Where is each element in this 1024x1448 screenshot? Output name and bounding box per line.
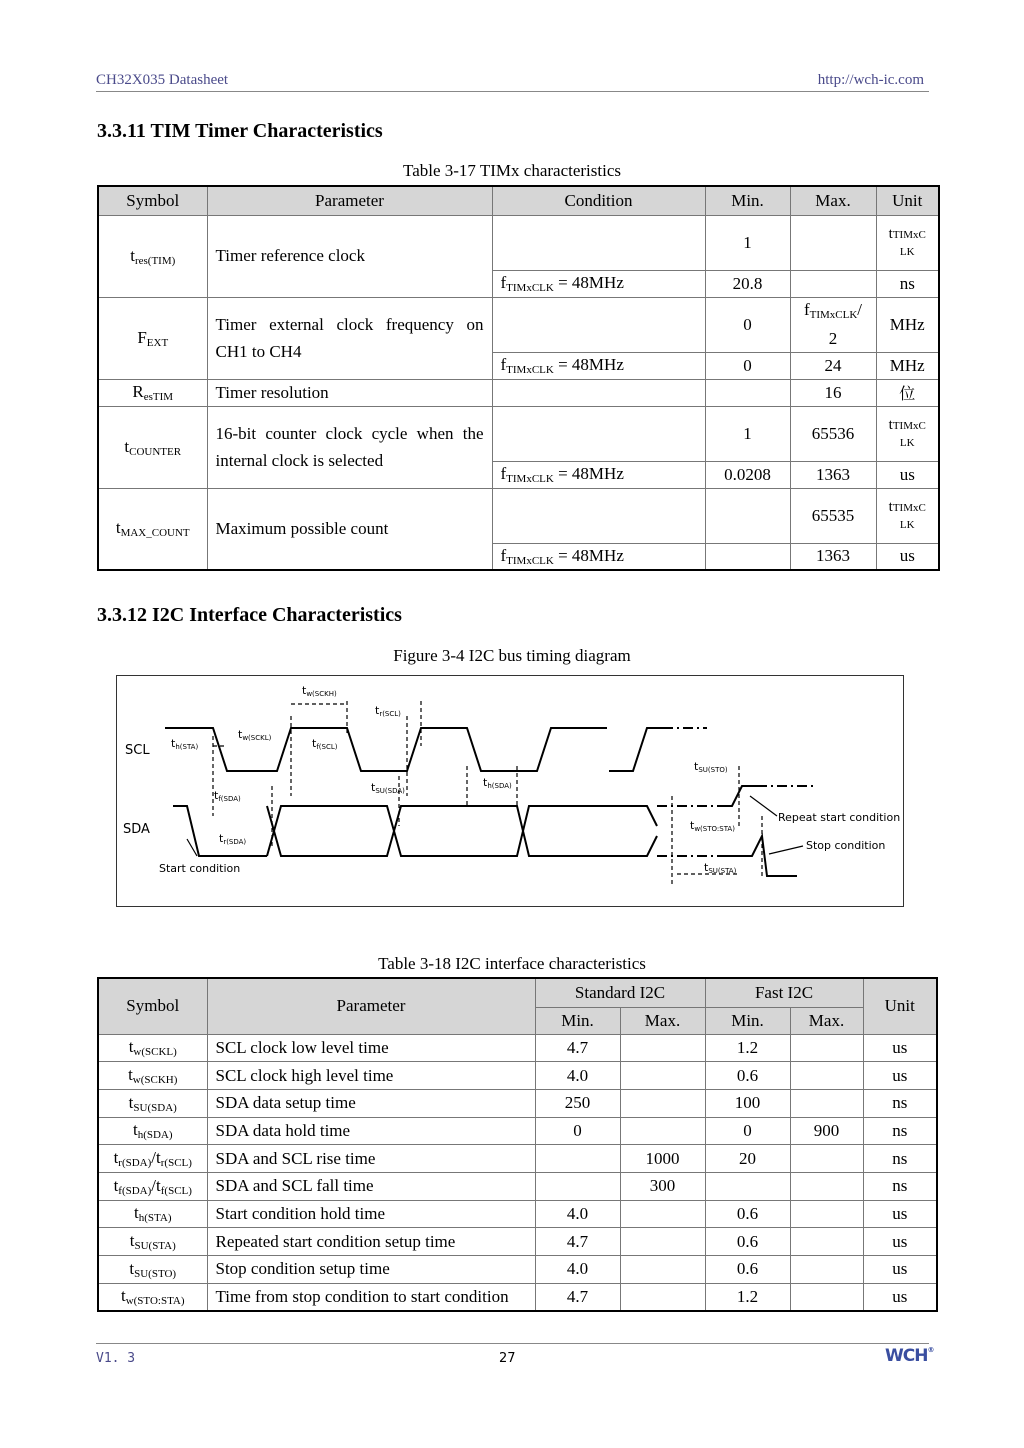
table-header-row xyxy=(98,186,939,215)
symbol-cell: $t_{w(STO:STA)}$ xyxy=(98,1283,207,1311)
start-condition-label: Start condition xyxy=(159,862,241,875)
fast-max-cell: 900 xyxy=(790,1117,863,1145)
col-header: Symbol xyxy=(98,978,207,1034)
table-row xyxy=(98,215,939,270)
tsu-sto-label: tSU(STO) xyxy=(694,760,728,774)
figure-caption: Figure 3-4 I2C bus timing diagram xyxy=(393,646,631,665)
std-max-cell xyxy=(620,1200,705,1228)
table-row xyxy=(98,1228,937,1256)
unit-cell: ns xyxy=(863,1117,937,1145)
symbol-cell: $t_{COUNTER}$ xyxy=(98,406,207,488)
table-row xyxy=(98,1200,937,1228)
std-min-cell: 4.0 xyxy=(535,1062,620,1090)
unit-cell: us xyxy=(863,1062,937,1090)
tw-sckh-label: tw(SCKH) xyxy=(302,684,337,698)
wch-logo: WCH® xyxy=(885,1346,934,1366)
unit-cell: ns xyxy=(876,270,939,297)
unit-cell: us xyxy=(863,1256,937,1284)
unit-cell: ns xyxy=(863,1089,937,1117)
fast-max-cell xyxy=(790,1145,863,1173)
col-header: Min. xyxy=(705,186,790,215)
max-cell: 24 xyxy=(790,352,876,379)
i2c-characteristics-table xyxy=(97,977,938,1312)
parameter-cell: Timer reference clock xyxy=(207,215,492,297)
fast-max-cell xyxy=(790,1062,863,1090)
unit-cell: us xyxy=(863,1228,937,1256)
parameter-cell: SCL clock high level time xyxy=(207,1062,535,1090)
table-row xyxy=(98,406,939,461)
min-cell: 0.0208 xyxy=(705,461,790,488)
parameter-cell: Maximum possible count xyxy=(207,488,492,570)
symbol-cell: $t_{r(SDA)}/t_{r(SCL)}$ xyxy=(98,1145,207,1173)
tf-scl-label: tf(SCL) xyxy=(312,737,338,751)
max-cell xyxy=(790,215,876,270)
col-header: Condition xyxy=(492,186,705,215)
tf-sda-label: tf(SDA) xyxy=(214,789,241,803)
unit-cell: tTIMxC LK xyxy=(876,215,939,270)
col-header: Parameter xyxy=(207,186,492,215)
min-cell: 1 xyxy=(705,215,790,270)
fast-max-cell xyxy=(790,1200,863,1228)
fast-min-cell xyxy=(705,1172,790,1200)
i2c-timing-diagram xyxy=(116,675,904,907)
table-row xyxy=(98,1089,937,1117)
unit-cell: us xyxy=(863,1034,937,1062)
std-min-cell: 4.7 xyxy=(535,1228,620,1256)
table-row xyxy=(98,488,939,543)
col-header: Unit xyxy=(863,978,937,1034)
col-header: Max. xyxy=(790,1007,863,1034)
symbol-cell: $t_{SU(STA)}$ xyxy=(98,1228,207,1256)
parameter-cell: Time from stop condition to start condition xyxy=(207,1283,535,1311)
symbol-cell: $t_{res(TIM)}$ xyxy=(98,215,207,297)
symbol-cell: $t_{MAX\_COUNT}$ xyxy=(98,488,207,570)
max-cell: 65535 xyxy=(790,488,876,543)
symbol-cell: $R_{esTIM}$ xyxy=(98,379,207,406)
footer-page-number: 27 xyxy=(499,1351,516,1366)
symbol-cell: $t_{h(SDA)}$ xyxy=(98,1117,207,1145)
stop-condition-label: Stop condition xyxy=(806,839,886,852)
unit-cell: 位 xyxy=(876,379,939,406)
condition-cell: $f_{TIMxCLK} = 48MHz$ xyxy=(492,543,705,570)
fast-max-cell xyxy=(790,1256,863,1284)
parameter-cell: Start condition hold time xyxy=(207,1200,535,1228)
parameter-cell: SDA data hold time xyxy=(207,1117,535,1145)
condition-cell xyxy=(492,215,705,270)
symbol-cell: $t_{w(SCKL)}$ xyxy=(98,1034,207,1062)
unit-cell: ns xyxy=(863,1172,937,1200)
std-min-cell: 4.0 xyxy=(535,1256,620,1284)
th-sta-label: th(STA) xyxy=(171,737,199,751)
repeat-start-label: Repeat start condition xyxy=(778,811,901,824)
fast-min-cell: 20 xyxy=(705,1145,790,1173)
std-min-cell xyxy=(535,1145,620,1173)
parameter-cell: Repeated start condition setup time xyxy=(207,1228,535,1256)
header-title: CH32X035 Datasheet xyxy=(96,72,229,88)
unit-cell: tTIMxC LK xyxy=(876,406,939,461)
section-title-tim: 3.3.11 TIM Timer Characteristics xyxy=(97,120,383,142)
table-row xyxy=(98,1117,937,1145)
parameter-cell: Timer external clock frequency on CH1 to CH4 xyxy=(207,297,492,379)
parameter-cell: SDA and SCL rise time xyxy=(207,1145,535,1173)
tsu-sda-label: tSU(SDA) xyxy=(371,781,405,795)
tsu-sta-label: tSU(STA) xyxy=(704,861,737,875)
scl-waveform xyxy=(609,728,663,771)
col-header: Unit xyxy=(876,186,939,215)
fast-min-cell: 0.6 xyxy=(705,1228,790,1256)
std-min-cell: 0 xyxy=(535,1117,620,1145)
max-cell: 16 xyxy=(790,379,876,406)
symbol-cell: $t_{w(SCKH)}$ xyxy=(98,1062,207,1090)
header-rule xyxy=(96,91,929,92)
tr-sda-label: tr(SDA) xyxy=(219,832,247,846)
min-cell: 20.8 xyxy=(705,270,790,297)
unit-cell: MHz xyxy=(876,352,939,379)
table-row xyxy=(98,297,939,352)
scl-label: SCL xyxy=(125,743,150,758)
tr-scl-label: tr(SCL) xyxy=(375,704,401,718)
unit-cell: us xyxy=(863,1200,937,1228)
table-row xyxy=(98,1145,937,1173)
unit-cell: us xyxy=(876,543,939,570)
header-url[interactable]: http://wch-ic.com xyxy=(817,72,924,88)
min-cell xyxy=(705,379,790,406)
max-cell: 1363 xyxy=(790,543,876,570)
fast-min-cell: 0.6 xyxy=(705,1256,790,1284)
std-max-cell xyxy=(620,1062,705,1090)
tw-sto-sta-label: tw(STO:STA) xyxy=(690,819,735,833)
parameter-cell: SDA and SCL fall time xyxy=(207,1172,535,1200)
sda-label: SDA xyxy=(123,822,150,837)
fast-min-cell: 100 xyxy=(705,1089,790,1117)
symbol-cell: $t_{SU(SDA)}$ xyxy=(98,1089,207,1117)
min-cell: 0 xyxy=(705,297,790,352)
sda-waveform xyxy=(267,806,657,856)
symbol-cell: $t_{f(SDA)}/t_{f(SCL)}$ xyxy=(98,1172,207,1200)
table-header-row xyxy=(98,978,937,1007)
condition-cell: $f_{TIMxCLK} = 48MHz$ xyxy=(492,270,705,297)
std-max-cell xyxy=(620,1117,705,1145)
parameter-cell: 16-bit counter clock cycle when the internal clock is selected xyxy=(207,406,492,488)
unit-cell: us xyxy=(876,461,939,488)
condition-cell: $f_{TIMxCLK} = 48MHz$ xyxy=(492,461,705,488)
i2c-table-body xyxy=(98,1034,937,1311)
table-17-caption: Table 3-17 TIMx characteristics xyxy=(403,161,621,180)
std-min-cell xyxy=(535,1172,620,1200)
max-cell: 65536 xyxy=(790,406,876,461)
min-cell: 1 xyxy=(705,406,790,461)
std-min-cell: 250 xyxy=(535,1089,620,1117)
table-row xyxy=(98,1034,937,1062)
symbol-cell: $F_{EXT}$ xyxy=(98,297,207,379)
min-cell xyxy=(705,543,790,570)
std-max-cell: 300 xyxy=(620,1172,705,1200)
condition-cell xyxy=(492,379,705,406)
sda-waveform xyxy=(173,806,267,856)
table-row xyxy=(98,1283,937,1311)
col-header: Symbol xyxy=(98,186,207,215)
table-row xyxy=(98,1172,937,1200)
parameter-cell: SDA data setup time xyxy=(207,1089,535,1117)
condition-cell xyxy=(492,488,705,543)
max-cell: 1363 xyxy=(790,461,876,488)
tim-characteristics-table xyxy=(97,185,940,571)
table-row xyxy=(98,379,939,406)
max-cell: $f_{TIMxCLK}/$ 2 xyxy=(790,297,876,352)
min-cell xyxy=(705,488,790,543)
std-min-cell: 4.7 xyxy=(535,1034,620,1062)
fast-max-cell xyxy=(790,1228,863,1256)
condition-cell xyxy=(492,406,705,461)
fast-min-cell: 0 xyxy=(705,1117,790,1145)
std-max-cell xyxy=(620,1089,705,1117)
std-max-cell xyxy=(620,1034,705,1062)
std-max-cell xyxy=(620,1228,705,1256)
col-header: Max. xyxy=(620,1007,705,1034)
symbol-cell: $t_{h(STA)}$ xyxy=(98,1200,207,1228)
col-header: Min. xyxy=(705,1007,790,1034)
fast-max-cell xyxy=(790,1172,863,1200)
parameter-cell: Stop condition setup time xyxy=(207,1256,535,1284)
col-header: Max. xyxy=(790,186,876,215)
fast-min-cell: 0.6 xyxy=(705,1062,790,1090)
col-header: Standard I2C xyxy=(535,978,705,1007)
fast-min-cell: 0.6 xyxy=(705,1200,790,1228)
unit-cell: ns xyxy=(863,1145,937,1173)
table-row xyxy=(98,1062,937,1090)
tw-sckl-label: tw(SCKL) xyxy=(238,728,272,742)
table-row xyxy=(98,1256,937,1284)
footer-rule xyxy=(96,1343,929,1344)
scl-waveform xyxy=(165,728,607,771)
footer-version: V1. 3 xyxy=(96,1351,136,1366)
parameter-cell: SCL clock low level time xyxy=(207,1034,535,1062)
std-max-cell xyxy=(620,1256,705,1284)
max-cell xyxy=(790,270,876,297)
fast-max-cell xyxy=(790,1283,863,1311)
col-header: Min. xyxy=(535,1007,620,1034)
col-header: Parameter xyxy=(207,978,535,1034)
std-min-cell: 4.7 xyxy=(535,1283,620,1311)
std-max-cell: 1000 xyxy=(620,1145,705,1173)
table-18-caption: Table 3-18 I2C interface characteristics xyxy=(378,954,646,973)
unit-cell: MHz xyxy=(876,297,939,352)
std-min-cell: 4.0 xyxy=(535,1200,620,1228)
condition-cell xyxy=(492,297,705,352)
fast-max-cell xyxy=(790,1089,863,1117)
symbol-cell: $t_{SU(STO)}$ xyxy=(98,1256,207,1284)
unit-cell: tTIMxC LK xyxy=(876,488,939,543)
std-max-cell xyxy=(620,1283,705,1311)
sda-waveform xyxy=(267,806,657,856)
section-title-i2c: 3.3.12 I2C Interface Characteristics xyxy=(97,604,402,626)
fast-min-cell: 1.2 xyxy=(705,1283,790,1311)
fast-max-cell xyxy=(790,1034,863,1062)
fast-min-cell: 1.2 xyxy=(705,1034,790,1062)
unit-cell: us xyxy=(863,1283,937,1311)
th-sda-label: th(SDA) xyxy=(483,776,512,790)
condition-cell: $f_{TIMxCLK} = 48MHz$ xyxy=(492,352,705,379)
min-cell: 0 xyxy=(705,352,790,379)
parameter-cell: Timer resolution xyxy=(207,379,492,406)
col-header: Fast I2C xyxy=(705,978,863,1007)
